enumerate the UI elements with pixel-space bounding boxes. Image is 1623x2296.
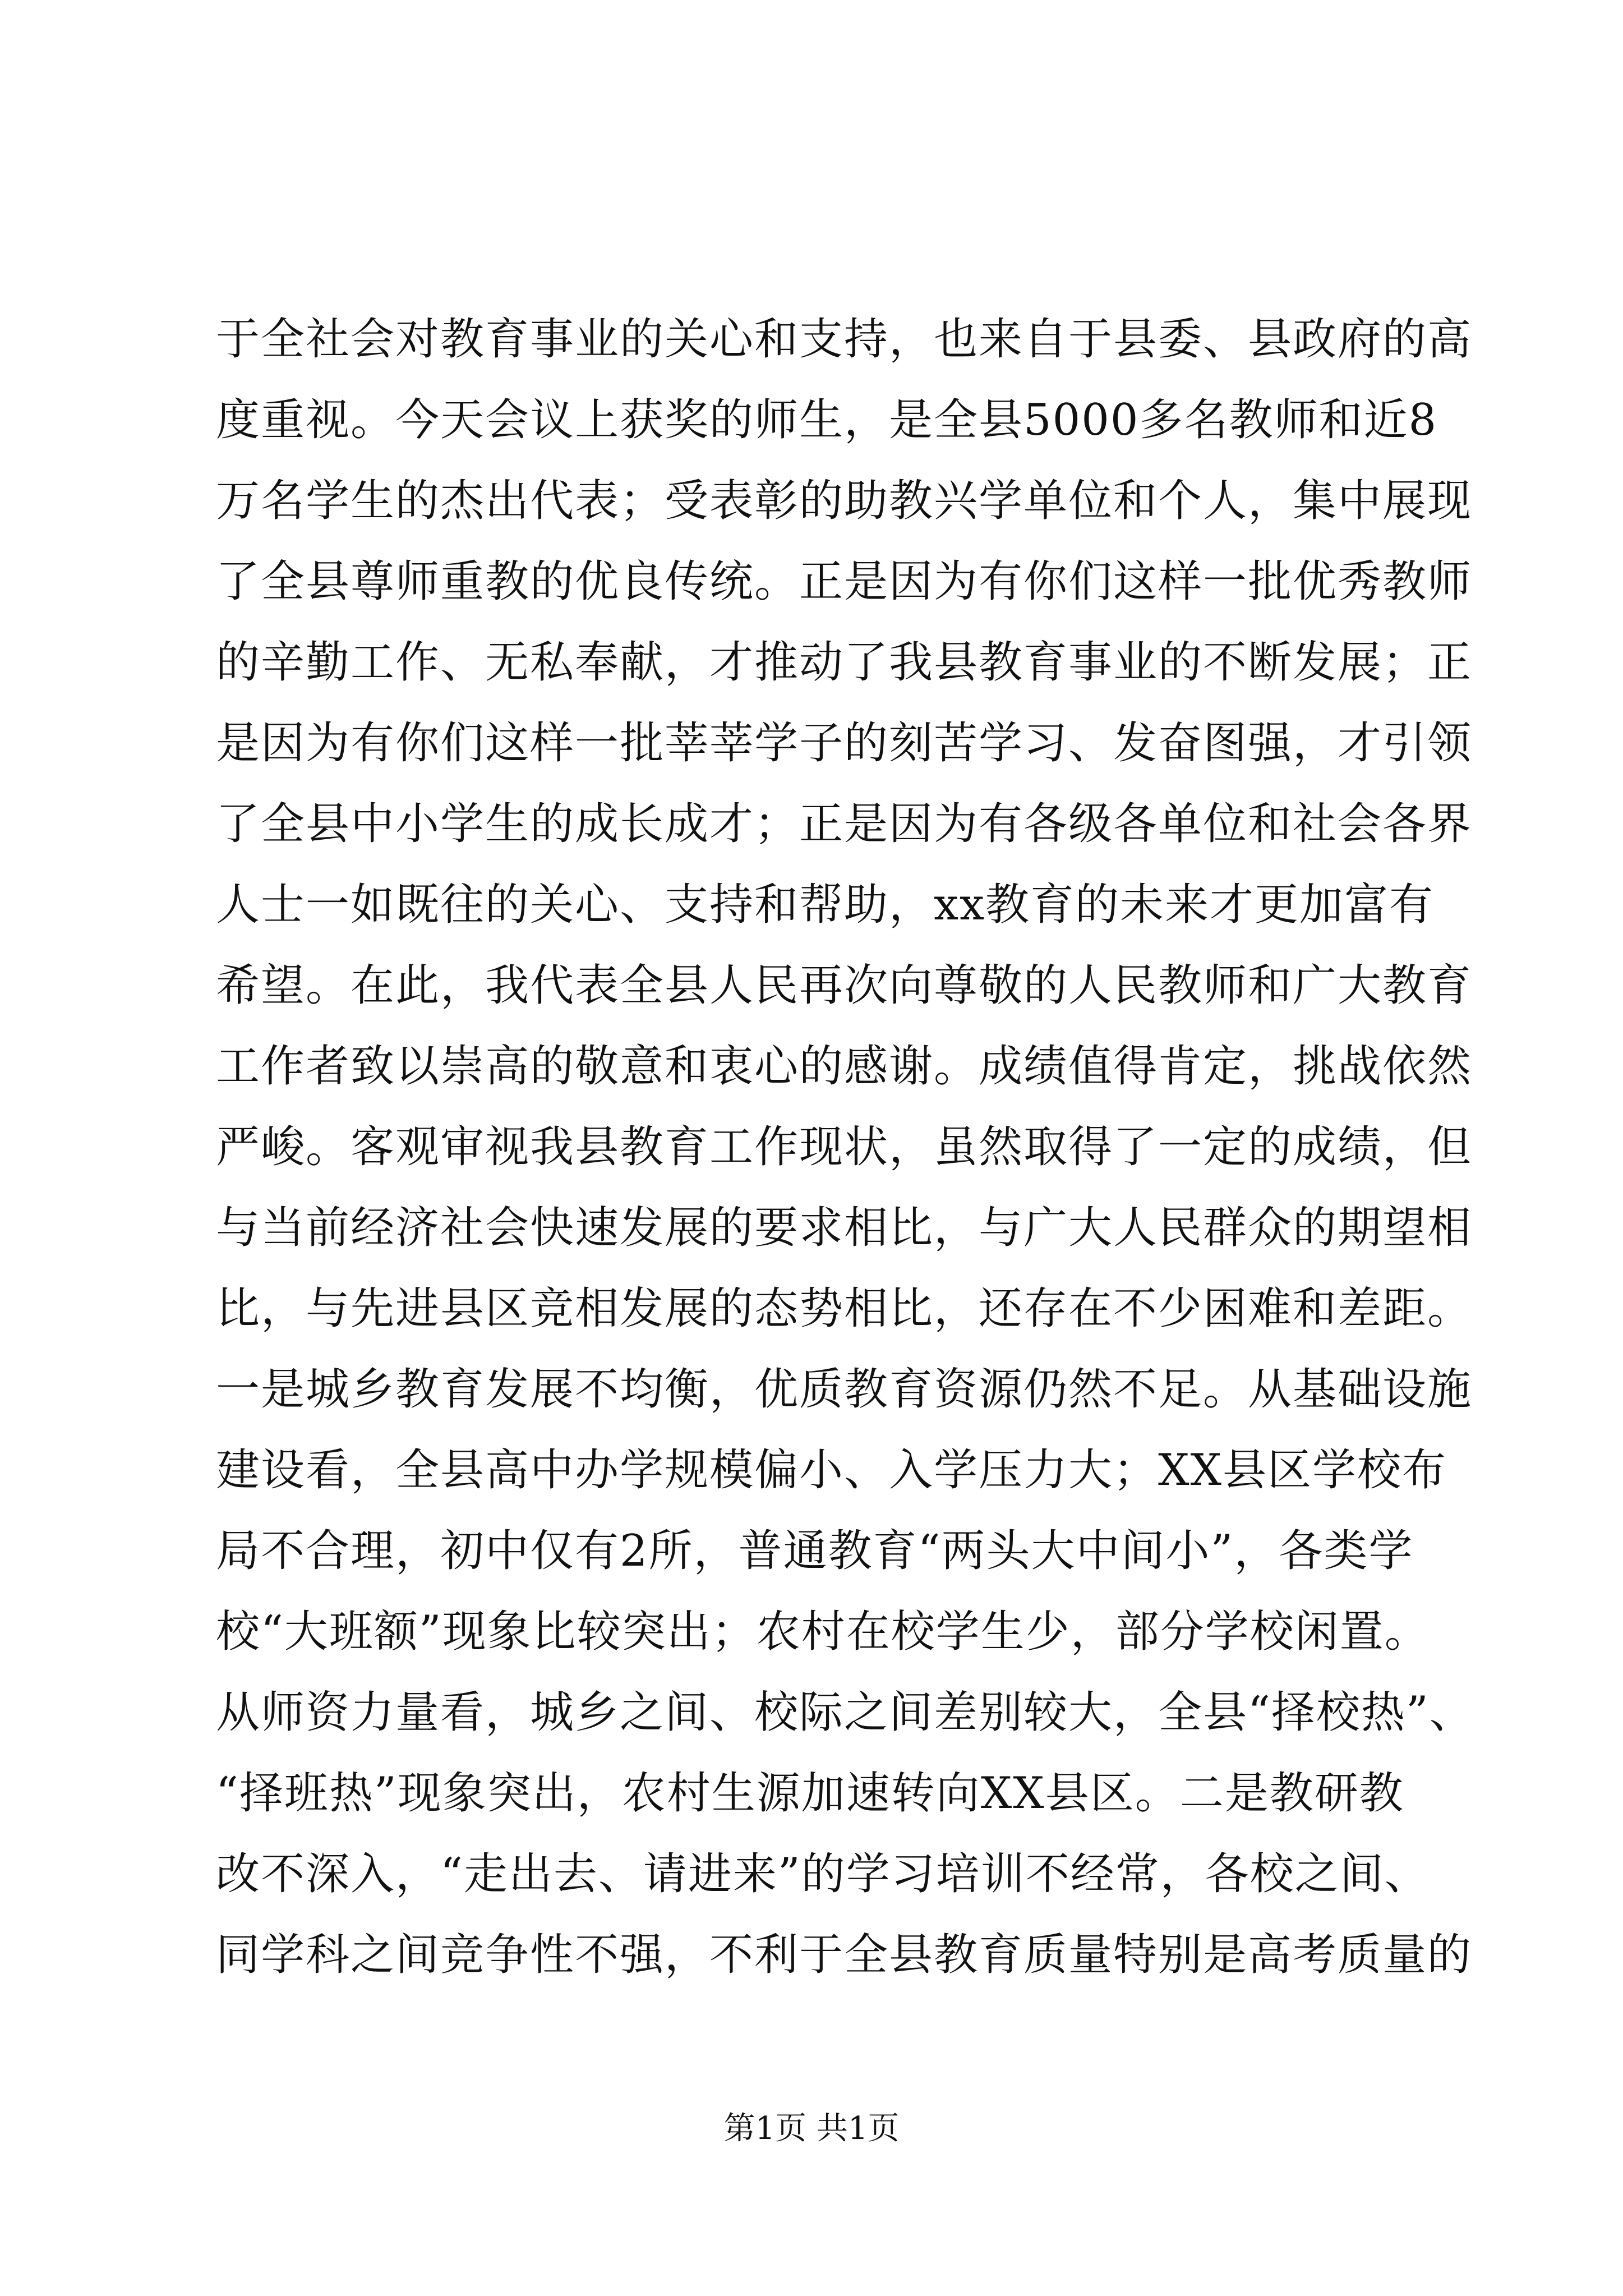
text-line: 与当前经济社会快速发展的要求相比，与广大人民群众的期望相 — [216, 1203, 1473, 1253]
text-line: 改不深入，“走出去、请进来”的学习培训不经常，各校之间、 — [216, 1849, 1430, 1899]
text-line: 希望。在此，我代表全县人民再次向尊敬的人民教师和广大教育 — [216, 960, 1473, 1011]
text-line: 于全社会对教育事业的关心和支持，也来自于县委、县政府的高 — [216, 314, 1473, 365]
text-line: 了全县中小学生的成长成才；正是因为有各级各单位和社会各界 — [216, 799, 1473, 849]
body-text — [216, 299, 1474, 1995]
text-line: 度重视。今天会议上获奖的师生，是全县5000多名教师和近8 — [216, 395, 1438, 445]
text-line: 校“大班额”现象比较突出；农村在校学生少，部分学校闲置。 — [216, 1607, 1430, 1657]
text-line: 局不合理，初中仅有2所，普通教育“两头大中间小”，各类学 — [216, 1526, 1414, 1576]
text-line: 万名学生的杰出代表；受表彰的助教兴学单位和个人，集中展现 — [216, 476, 1473, 526]
text-line: 同学科之间竞争性不强，不利于全县教育质量特别是高考质量的 — [216, 1930, 1473, 1980]
text-line: 人士一如既往的关心、支持和帮助，xx教育的未来才更加富有 — [216, 880, 1434, 930]
text-line: 的辛勤工作、无私奉献，才推动了我县教育事业的不断发展；正 — [216, 637, 1473, 688]
text-line: 是因为有你们这样一批莘莘学子的刻苦学习、发奋图强，才引领 — [216, 718, 1473, 769]
text-line: “择班热”现象突出，农村生源加速转向XX县区。二是教研教 — [216, 1768, 1404, 1819]
page-footer: 第1页 共1页 — [723, 2110, 900, 2147]
text-line: 了全县尊师重教的优良传统。正是因为有你们这样一批优秀教师 — [216, 556, 1473, 607]
text-line: 严峻。客观审视我县教育工作现状，虽然取得了一定的成绩，但 — [216, 1122, 1473, 1172]
text-line: 工作者致以崇高的敬意和衷心的感谢。成绩值得肯定，挑战依然 — [216, 1041, 1473, 1092]
text-line: 从师资力量看，城乡之间、校际之间差别较大，全县“择校热”、 — [216, 1687, 1474, 1738]
text-line: 一是城乡教育发展不均衡，优质教育资源仍然不足。从基础设施 — [216, 1364, 1473, 1415]
text-line: 建设看，全县高中办学规模偏小、入学压力大；XX县区学校布 — [216, 1445, 1447, 1496]
text-line: 比，与先进县区竞相发展的态势相比，还存在不少困难和差距。 — [216, 1283, 1473, 1334]
